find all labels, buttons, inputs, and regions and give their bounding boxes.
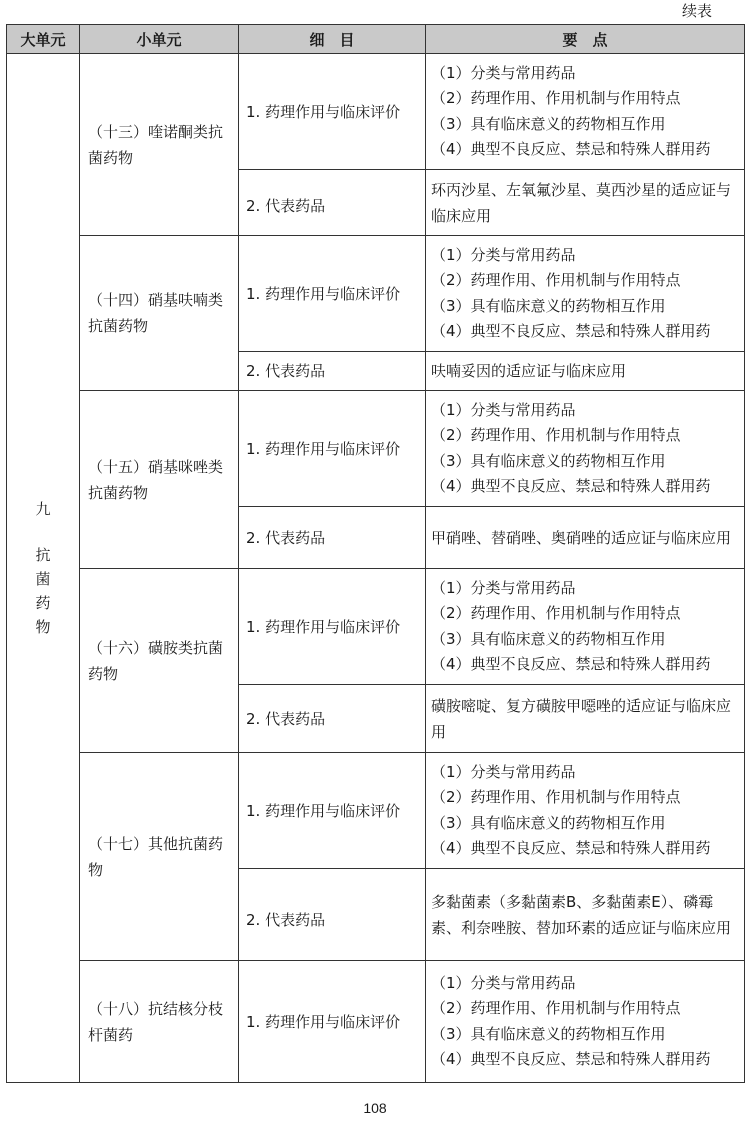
table-row bbox=[7, 391, 745, 507]
key-point: （1）分类与常用药品 bbox=[431, 400, 576, 419]
key-point: （2）药理作用、作用机制与作用特点 bbox=[431, 604, 681, 622]
minor-unit-cell: （十五）硝基咪唑类抗菌药物 bbox=[80, 391, 239, 569]
key-point: （2）药理作用、作用机制与作用特点 bbox=[431, 426, 681, 444]
detail-item-cell: 1. 药理作用与临床评价 bbox=[239, 569, 426, 685]
key-points-cell bbox=[426, 170, 745, 236]
key-points-cell bbox=[426, 569, 745, 685]
key-point: （1）分类与常用药品 bbox=[431, 63, 576, 82]
representative-drugs-text: 呋喃妥因的适应证与临床应用 bbox=[431, 362, 627, 380]
key-point: （1）分类与常用药品 bbox=[431, 973, 576, 992]
key-point: （4）典型不良反应、禁忌和特殊人群用药 bbox=[431, 655, 711, 673]
minor-unit-cell: （十六）磺胺类抗菌药物 bbox=[80, 569, 239, 753]
table-row bbox=[7, 54, 745, 170]
table-body bbox=[7, 54, 745, 1083]
key-point: （3）具有临床意义的药物相互作用 bbox=[431, 629, 666, 648]
detail-item-cell: 2. 代表药品 bbox=[239, 685, 426, 753]
detail-item-cell: 1. 药理作用与临床评价 bbox=[239, 753, 426, 869]
header-detail: 细 目 bbox=[239, 25, 426, 54]
table-row bbox=[7, 569, 745, 685]
detail-item-cell: 1. 药理作用与临床评价 bbox=[239, 236, 426, 352]
minor-unit-cell: （十八）抗结核分枝杆菌药 bbox=[80, 961, 239, 1083]
table-row bbox=[7, 236, 745, 352]
major-unit-char: 药 bbox=[35, 594, 51, 612]
key-points-cell bbox=[426, 391, 745, 507]
detail-item-cell: 2. 代表药品 bbox=[239, 869, 426, 961]
key-point: （2）药理作用、作用机制与作用特点 bbox=[431, 788, 681, 806]
key-points-cell bbox=[426, 236, 745, 352]
minor-unit-cell: （十四）硝基呋喃类抗菌药物 bbox=[80, 236, 239, 391]
key-points-cell bbox=[426, 685, 745, 753]
syllabus-table bbox=[6, 24, 745, 1083]
minor-unit-cell: （十三）喹诺酮类抗菌药物 bbox=[80, 54, 239, 236]
table-row bbox=[7, 961, 745, 1083]
key-point: （4）典型不良反应、禁忌和特殊人群用药 bbox=[431, 140, 711, 158]
key-point: （3）具有临床意义的药物相互作用 bbox=[431, 1024, 666, 1043]
detail-item-cell: 1. 药理作用与临床评价 bbox=[239, 961, 426, 1083]
key-point: （2）药理作用、作用机制与作用特点 bbox=[431, 89, 681, 107]
major-unit-char: 物 bbox=[35, 618, 51, 636]
key-point: （3）具有临床意义的药物相互作用 bbox=[431, 296, 666, 315]
key-points-cell bbox=[426, 352, 745, 391]
major-unit-number: 九 bbox=[35, 500, 51, 518]
representative-drugs-text: 多黏菌素（多黏菌素B、多黏菌素E）、磷霉素、利奈唑胺、替加环素的适应证与临床应用 bbox=[431, 892, 732, 937]
key-points-cell bbox=[426, 869, 745, 961]
continued-label: 续表 bbox=[681, 2, 712, 20]
detail-item-cell: 1. 药理作用与临床评价 bbox=[239, 391, 426, 507]
key-points-cell bbox=[426, 961, 745, 1083]
key-point: （1）分类与常用药品 bbox=[431, 578, 576, 597]
page-number: 108 bbox=[363, 1100, 387, 1116]
key-point: （3）具有临床意义的药物相互作用 bbox=[431, 114, 666, 133]
key-points-cell bbox=[426, 507, 745, 569]
key-point: （2）药理作用、作用机制与作用特点 bbox=[431, 271, 681, 289]
major-unit-char: 菌 bbox=[35, 570, 51, 588]
key-point: （1）分类与常用药品 bbox=[431, 245, 576, 264]
key-point: （4）典型不良反应、禁忌和特殊人群用药 bbox=[431, 322, 711, 340]
detail-item-cell: 2. 代表药品 bbox=[239, 170, 426, 236]
key-point: （4）典型不良反应、禁忌和特殊人群用药 bbox=[431, 477, 711, 495]
detail-item-cell: 2. 代表药品 bbox=[239, 507, 426, 569]
minor-unit-cell: （十七）其他抗菌药物 bbox=[80, 753, 239, 961]
key-point: （4）典型不良反应、禁忌和特殊人群用药 bbox=[431, 839, 711, 857]
key-points-cell bbox=[426, 753, 745, 869]
key-points-cell bbox=[426, 54, 745, 170]
table-row bbox=[7, 753, 745, 869]
detail-item-cell: 2. 代表药品 bbox=[239, 352, 426, 391]
major-unit-cell bbox=[7, 54, 80, 1083]
representative-drugs-text: 环丙沙星、左氧氟沙星、莫西沙星的适应证与临床应用 bbox=[431, 180, 732, 225]
key-point: （3）具有临床意义的药物相互作用 bbox=[431, 813, 666, 832]
major-unit-char: 抗 bbox=[35, 546, 51, 564]
detail-item-cell: 1. 药理作用与临床评价 bbox=[239, 54, 426, 170]
header-major-unit: 大单元 bbox=[7, 25, 80, 54]
key-point: （4）典型不良反应、禁忌和特殊人群用药 bbox=[431, 1050, 711, 1068]
key-point: （1）分类与常用药品 bbox=[431, 762, 576, 781]
header-key-points: 要 点 bbox=[426, 25, 745, 54]
header-minor-unit: 小单元 bbox=[80, 25, 239, 54]
key-point: （3）具有临床意义的药物相互作用 bbox=[431, 451, 666, 470]
representative-drugs-text: 磺胺嘧啶、复方磺胺甲噁唑的适应证与临床应用 bbox=[431, 696, 732, 741]
representative-drugs-text: 甲硝唑、替硝唑、奥硝唑的适应证与临床应用 bbox=[431, 528, 732, 547]
key-point: （2）药理作用、作用机制与作用特点 bbox=[431, 999, 681, 1017]
table-header-row bbox=[7, 25, 745, 54]
